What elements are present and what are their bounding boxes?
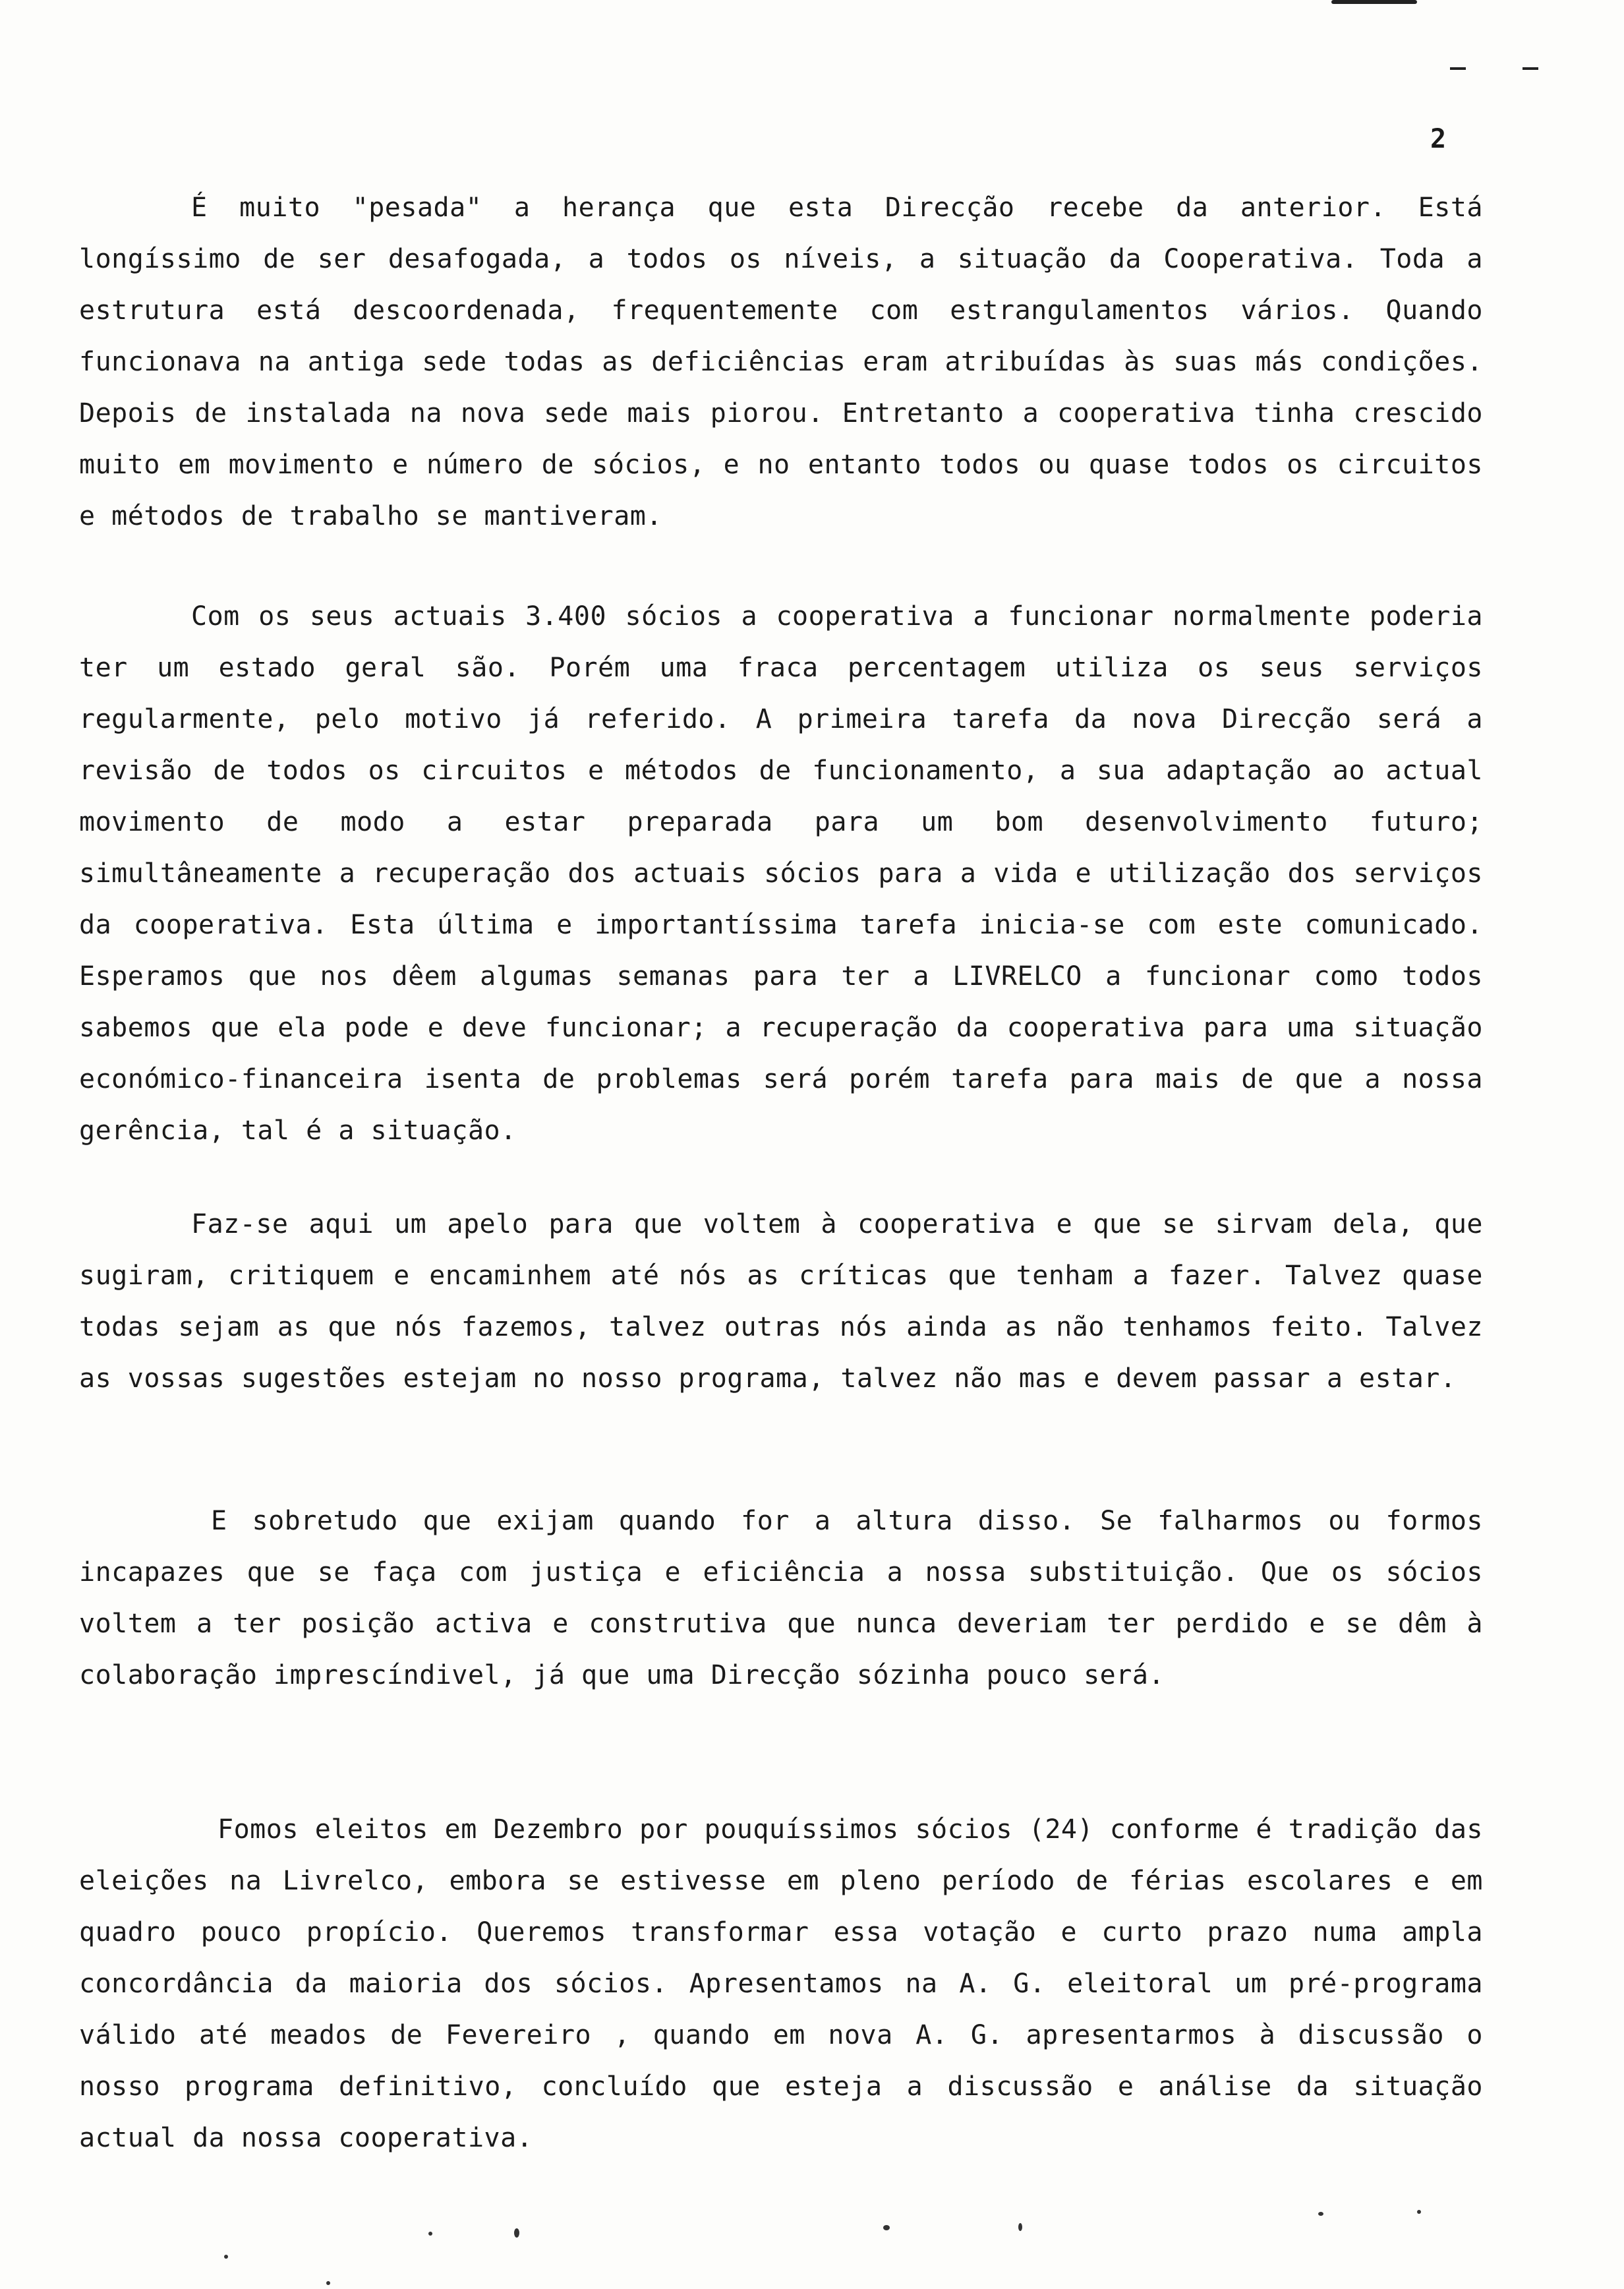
scan-artifact	[1522, 67, 1538, 70]
scan-speck	[1018, 2223, 1022, 2231]
scan-speck	[224, 2255, 228, 2259]
paragraph: Faz-se aqui um apelo para que voltem à cooperativa e que se sirvam dela, que sugiram, critiquem e encaminhem até nós as críticas que tenham a fazer. Talvez quase todas sejam as que nós fazemos, talvez outras nós ainda as não tenhamos feito. Talvez as vossas sugestões estejam no nosso programa, talvez não mas e devem passar a estar.	[79, 1209, 1483, 1394]
scan-artifact	[1331, 0, 1417, 4]
paragraph: Fomos eleitos em Dezembro por pouquíssimos sócios (24) conforme é tradição das eleições na Livrelco, embora se estivesse em pleno período de férias escolares e em quadro pouco propício. Queremos transformar essa votação e curto prazo numa ampla concordância da maioria dos sócios. Apresentamos na A. G. eleitoral um pré-programa válido até meados de Fevereiro , quando em nova A. G. apresentarmos à discussão o nosso programa definitivo, concluído que esteja a discussão e análise da situação actual da nossa cooperativa.	[79, 1814, 1483, 2153]
paragraph: É muito "pesada" a herança que esta Direcção recebe da anterior. Está longíssimo de ser desafogada, a todos os níveis, a situação da Cooperativa. Toda a estrutura está descoordenada, frequentemente com estrangulamentos vários. Quando funcionava na antiga sede todas as deficiências eram atribuídas às suas más condições. Depois de instalada na nova sede mais piorou. Entretanto a cooperativa tinha crescido muito em movimento e número de sócios, e no entanto todos ou quase todos os circuitos e métodos de trabalho se mantiveram.	[79, 193, 1483, 531]
paragraph: E sobretudo que exijam quando for a altura disso. Se falharmos ou formos incapazes que se faça com justiça e eficiência a nossa substituição. Que os sócios voltem a ter posição activa e construtiva que nunca deveriam ter perdido e se dêm à colaboração imprescíndivel, já que uma Direcção sózinha pouco será.	[79, 1506, 1483, 1690]
scan-speck	[326, 2281, 330, 2285]
scan-speck	[1417, 2210, 1421, 2214]
scan-speck	[1318, 2212, 1323, 2216]
paragraph: Com os seus actuais 3.400 sócios a cooperativa a funcionar normalmente poderia ter um estado geral são. Porém uma fraca percentagem utiliza os seus serviços regularmente, pelo motivo já referido. A primeira tarefa da nova Direcção será a revisão de todos os circuitos e métodos de funcionamento, a sua adaptação ao actual movimento de modo a estar preparada para um bom desenvolvimento futuro; simultâneamente a recuperação dos actuais sócios para a vida e utilização dos serviços da cooperativa. Esta última e importantíssima tarefa inicia-se com este comunicado. Esperamos que nos dêem algumas semanas para ter a LIVRELCO a funcionar como todos sabemos que ela pode e deve funcionar; a recuperação da cooperativa para uma situação económico-financeira isenta de problemas será porém tarefa para mais de que a nossa gerência, tal é a situação.	[79, 601, 1483, 1146]
scan-artifact	[1450, 67, 1466, 70]
scan-speck	[514, 2228, 519, 2238]
scan-speck	[883, 2225, 890, 2230]
page-number: 2	[1430, 124, 1447, 154]
scan-speck	[428, 2232, 432, 2236]
